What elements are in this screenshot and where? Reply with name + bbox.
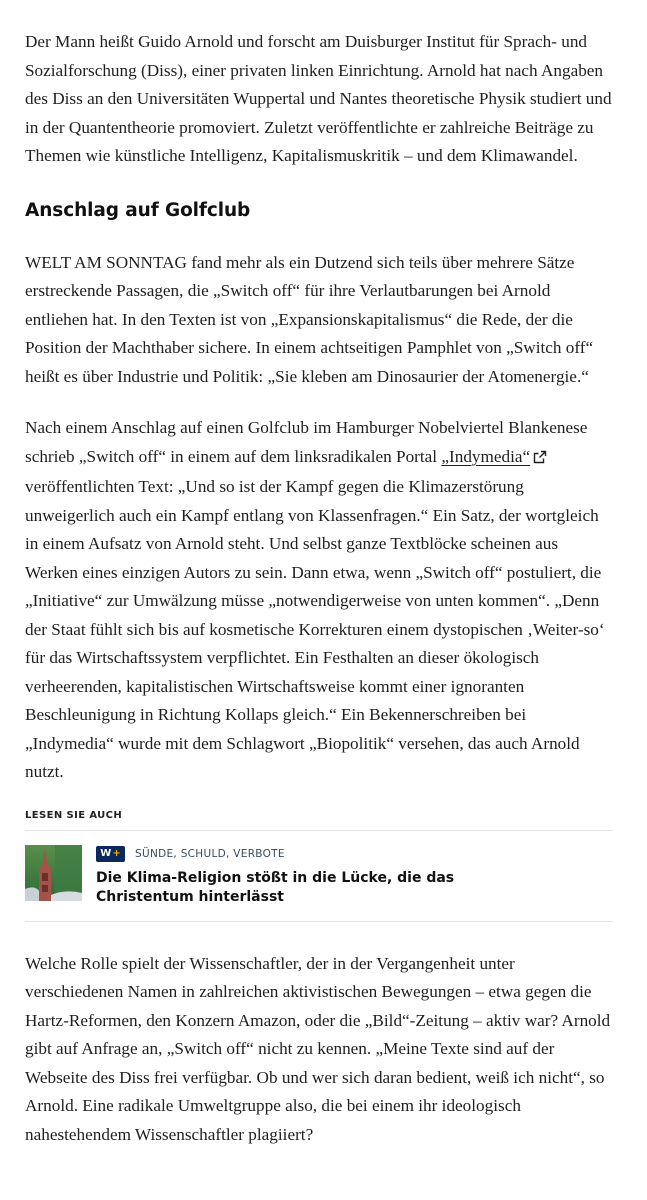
paragraph-3-text-after: veröffentlichten Text: „Und so ist der Kampf gegen die Klimazerstörung unweigerlich auch ein Kampf entlang von Klassenfragen.“ Ein Satz, der wortgleich in einem Aufsatz von Arnold steht. Und selbst ganze Textblöcke scheinen aus Werken eines einzigen Autors zu sein. Dann etwa, wenn „Switch off“ postuliert, die „Initiative“ zur Umwälzung müsse „notwendigerweise von unten kommen“. „Denn der Staat fühlt sich bis auf kosmetische Korrekturen einem dystopischen ‚Weiter-so‘ für das Wirtschaftssystem verpflichtet. Ein Festhalten an dieser ökologisch verheerenden, kapitalistischen Wirtschaftsweise kommt einer ignoranten Beschleunigung in Richtung Kollaps gleich.“ Ein Bekennerschreiben bei „Indymedia“ wurde mit dem Schlagwort „Biopolitik“ versehen, das auch Arnold nutzt. [25, 477, 605, 781]
indymedia-link-text: „Indymedia“ [441, 446, 531, 466]
article-paragraph-2: WELT AM SONNTAG fand mehr als ein Dutzend sich teils über mehrere Sätze erstreckende Passagen, die „Switch off“ für ihre Verlautbarungen bei Arnold entliehen hat. In den Texten ist von „Expansionskapitalismus“ die Rede, der die Position der Machthaber sichere. In einem achtseitigen Pamphlet von „Switch off“ heißt es über Industrie und Politik: „Sie kleben am Dinosaurier der Atomenergie.“ [25, 252, 594, 386]
welt-plus-badge [96, 846, 125, 862]
indymedia-link[interactable] [441, 447, 547, 466]
teaser-kicker: SÜNDE, SCHULD, VERBOTE [135, 847, 285, 860]
badge-plus: + [112, 848, 121, 859]
paragraph-3-text-before: Nach einem Anschlag auf einen Golfclub im Hamburger Nobelviertel Blankenese schrieb „Switch off“ in einem auf dem linksradikalen Portal [25, 418, 588, 466]
read-also-label: LESEN SIE AUCH [25, 809, 123, 821]
badge-w: W [100, 848, 112, 859]
teaser-meta [96, 845, 613, 863]
teaser-title[interactable]: Die Klima-Religion stößt in die Lücke, die das Christentum hinterlässt [96, 869, 455, 905]
external-link-icon [533, 445, 547, 474]
teaser-body [96, 845, 613, 907]
article-paragraph-1: Der Mann heißt Guido Arnold und forscht am Duisburger Institut für Sprach- und Sozialforschung (Diss), einer privaten linken Einrichtung. Arnold hat nach Angaben des Diss an den Universitäten Wuppertal und Nantes theoretische Physik studiert und in der Quantentheorie promoviert. Zuletzt veröffentlichte er zahlreiche Beiträge zu Themen wie künstliche Intelligenz, Kapitalismuskritik – und dem Klimawandel. [25, 32, 612, 165]
read-also-teaser[interactable] [25, 830, 613, 922]
church-tower-thumbnail[interactable] [25, 845, 82, 901]
article-paragraph-4: Welche Rolle spielt der Wissenschaftler, der in der Vergangenheit unter verschiedenen Namen in zahlreichen aktivistischen Bewegungen – etwa gegen die Hartz-Reformen, den Konzern Amazon, oder die „Bild“-Zeitung – aktiv war? Arnold gibt auf Anfrage an, „Switch off“ nicht zu kennen. „Meine Texte sind auf der Webseite des Diss frei verfügbar. Ob und wer sich daran bedient, weiß ich nicht“, so Arnold. Eine radikale Umweltgruppe also, die bei einem ihr ideologisch nahestehendem Wissenschaftler plagiiert? [25, 953, 611, 1144]
article-paragraph-3 [25, 414, 613, 787]
section-heading: Anschlag auf Golfclub [25, 199, 251, 221]
